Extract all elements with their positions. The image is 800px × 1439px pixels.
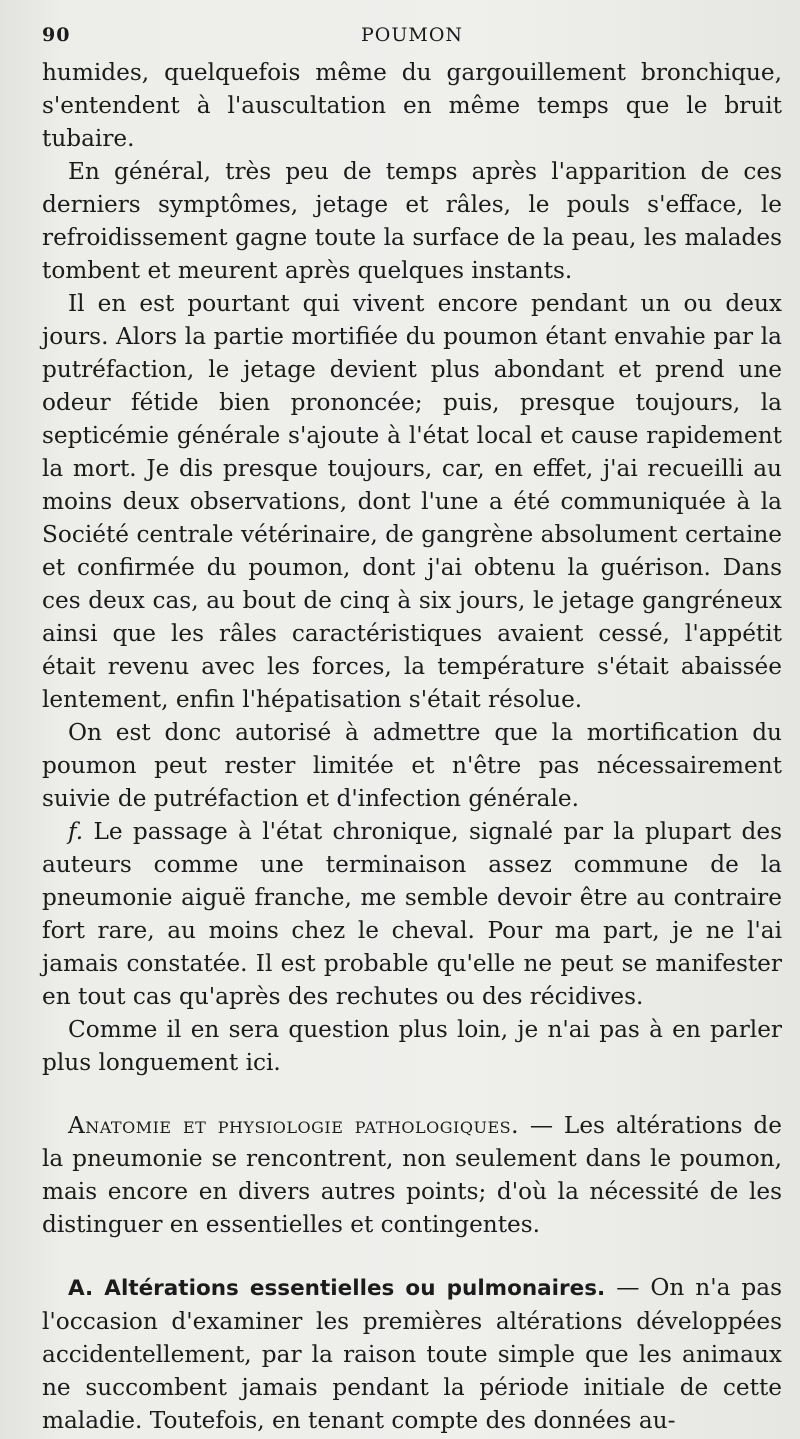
paragraph: humides, quelquefois même du gargouillement bronchique, s'entendent à l'auscultation en même temps que le bruit tubaire. — [42, 59, 782, 152]
paragraph: On est donc autorisé à admettre que la mortification du poumon peut rester limitée et n'être pas nécessairement suivie de putréfaction et d'infection générale. — [42, 719, 782, 812]
paragraph: Il en est pourtant qui vivent encore pendant un ou deux jours. Alors la partie mortifiée du poumon étant envahie par la putréfaction, le jetage devient plus abondant et prend une odeur fétide bien prononcée; puis, presque toujours, la septicémie générale s'ajoute à l'état local et cause rapidement la mort. Je dis presque toujours, car, en effet, j'ai recueilli au moins deux observations, dont l'une a été communiquée à la Société centrale vétérinaire, de gangrène absolument certaine et confirmée du poumon, dont j'ai obtenu la guérison. Dans ces deux cas, au bout de cinq à six jours, le jetage gangréneux ainsi que les râles caractéristiques avaient cessé, l'appétit était revenu avec les forces, la température s'était abaissée lentement, enfin l'hépatisation s'était résolue. — [42, 290, 782, 713]
section-anatomie — [42, 1109, 782, 1241]
paragraph-label: f. — [68, 818, 84, 845]
section-gap — [42, 1079, 782, 1109]
section-text: — Les altérations de la pneumonie se rencontrent, non seulement dans le poumon, mais encore en divers autres points; d'où la nécessité de les distinguer en essentielles et contingentes. — [42, 1112, 782, 1238]
running-head — [42, 22, 782, 56]
section-a — [42, 1271, 782, 1437]
section-heading: Anatomie et physiologie pathologiques. — [68, 1112, 519, 1139]
section-heading: A. Altérations essentielles ou pulmonaires. — [68, 1276, 606, 1301]
paragraph-text: Le passage à l'état chronique, signalé par la plupart des auteurs comme une terminaison assez commune de la pneumonie aiguë franche, me semble devoir être au contraire fort rare, au moins chez le cheval. Pour ma part, je ne l'ai jamais constatée. Il est probable qu'elle ne peut se manifester en tout cas qu'après des rechutes ou des récidives. — [42, 818, 782, 1010]
section-gap — [42, 1241, 782, 1271]
paragraph: Comme il en sera question plus loin, je n'ai pas à en parler plus longuement ici. — [42, 1016, 782, 1076]
section-text: — On n'a pas l'occasion d'examiner les premières altérations développées accidentellement, par la raison toute simple que les animaux ne succombent jamais pendant la période initiale de cette maladie. Toutefois, en tenant compte des données au- — [42, 1274, 782, 1434]
paragraph-f — [42, 815, 782, 1013]
paragraph: En général, très peu de temps après l'apparition de ces derniers symptômes, jetage et râles, le pouls s'efface, le refroidissement gagne toute la surface de la peau, les malades tombent et meurent après quelques instants. — [42, 158, 782, 284]
page-number: 90 — [42, 24, 71, 46]
running-title: POUMON — [360, 24, 464, 46]
body-text — [42, 56, 782, 1437]
